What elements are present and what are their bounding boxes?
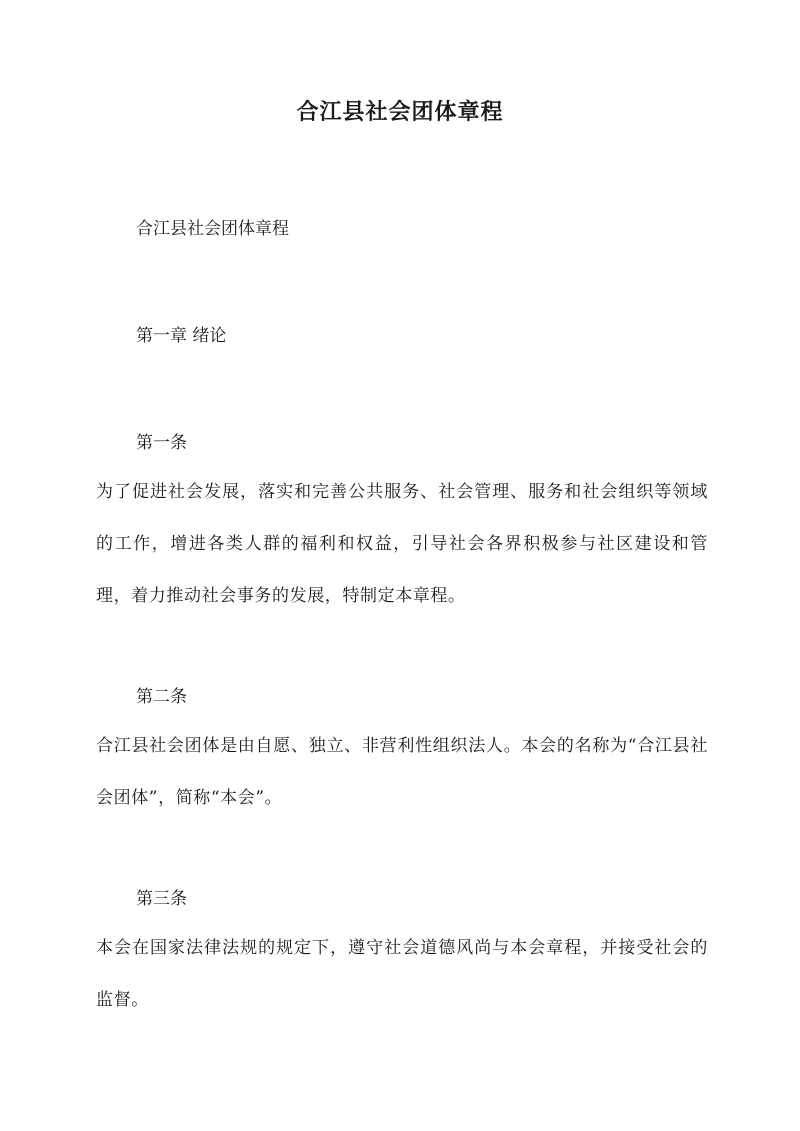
document-title: 合江县社会团体章程: [296, 99, 504, 125]
chapter-heading: 第一章 绪论: [136, 326, 227, 346]
document-subtitle: 合江县社会团体章程: [136, 219, 289, 239]
article-2-text: 合江县社会团体是由自愿、独立、非营利性组织法人。本会的名称为“合江县社会团体”，简称“本会”。: [96, 736, 708, 808]
article-2-heading: 第二条: [136, 687, 187, 707]
article-3-text: 本会在国家法律法规的规定下，遵守社会道德风尚与本会章程，并接受社会的监督。: [96, 938, 708, 1010]
article-1-heading: 第一条: [136, 433, 187, 453]
article-3-heading: 第三条: [136, 889, 187, 909]
article-1-text: 为了促进社会发展，落实和完善公共服务、社会管理、服务和社会组织等领域的工作，增进各类人群的福利和权益，引导社会各界积极参与社区建设和管理，着力推动社会事务的发展，特制定本章程。: [96, 482, 708, 606]
